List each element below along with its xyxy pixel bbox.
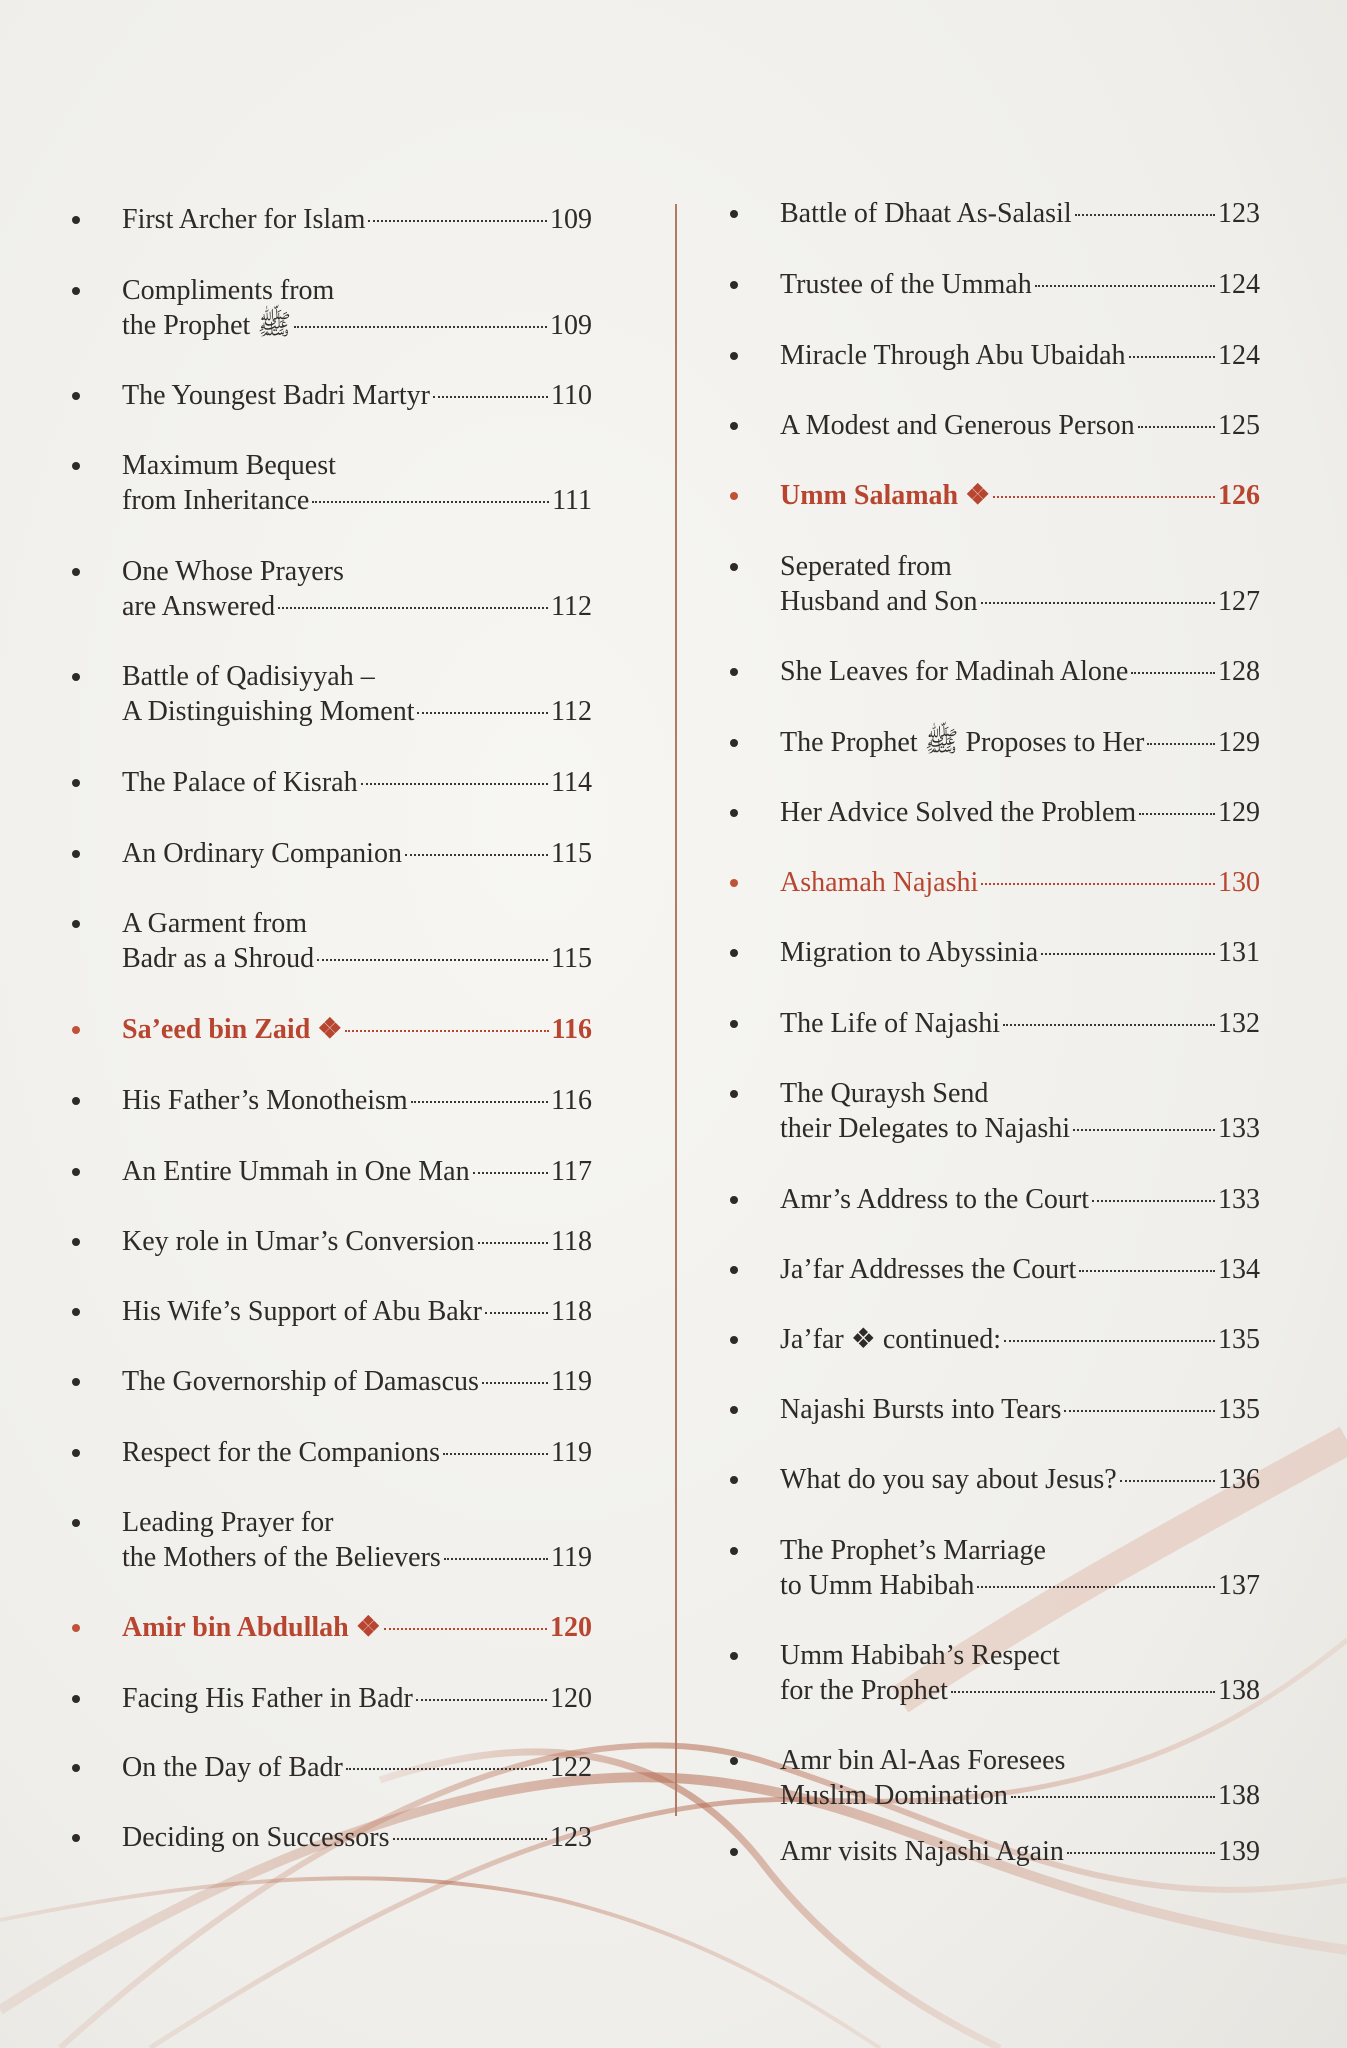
bullet-icon: [730, 1476, 738, 1484]
bullet-icon: [72, 1026, 80, 1034]
toc-entry: [72, 1610, 592, 1645]
toc-entry: [730, 1252, 1260, 1287]
toc-entry-title: A Distinguishing Moment: [122, 696, 415, 727]
dot-leader: [1120, 1479, 1215, 1482]
toc-entry-title-line: The Quraysh Send: [780, 1078, 989, 1109]
bullet-icon: [72, 1695, 80, 1703]
toc-entry: [730, 654, 1260, 689]
toc-entry-title: The Youngest Badri Martyr: [122, 380, 430, 411]
dot-leader: [384, 1627, 547, 1630]
toc-entry-title: What do you say about Jesus?: [780, 1464, 1117, 1495]
dot-leader: [312, 500, 549, 503]
dot-leader: [981, 882, 1215, 885]
dot-leader: [317, 958, 548, 961]
bullet-icon: [730, 809, 738, 817]
bullet-icon: [72, 1378, 80, 1386]
toc-entry-title-line: The Prophet’s Marriage: [780, 1535, 1046, 1566]
bullet-icon: [72, 287, 80, 295]
toc-entry: [730, 1462, 1260, 1497]
toc-entry: [72, 378, 592, 413]
bullet-icon: [730, 1547, 738, 1555]
toc-entry: [72, 1154, 592, 1189]
dot-leader: [433, 395, 548, 398]
toc-entry-title: Amir bin Abdullah ❖: [122, 1612, 381, 1643]
page-number: 125: [1218, 410, 1260, 441]
bullet-icon: [730, 1020, 738, 1028]
toc-entry: [72, 1364, 592, 1399]
dot-leader: [405, 853, 548, 856]
bullet-icon: [72, 850, 80, 858]
dot-leader: [473, 1171, 548, 1174]
dot-leader: [1075, 213, 1215, 216]
toc-entry-title: Facing His Father in Badr: [122, 1683, 413, 1714]
toc-entry-title: Key role in Umar’s Conversion: [122, 1226, 475, 1257]
bullet-icon: [72, 1097, 80, 1105]
page-number: 118: [551, 1226, 592, 1257]
dot-leader: [411, 1100, 548, 1103]
page-number: 130: [1218, 867, 1260, 898]
toc-entry: [730, 1182, 1260, 1217]
dot-leader: [1129, 355, 1215, 358]
page-number: 118: [551, 1296, 592, 1327]
toc-entry-title-line: A Garment from: [122, 908, 308, 939]
page-number: 120: [550, 1683, 592, 1714]
toc-entry-title: Badr as a Shroud: [122, 943, 315, 974]
bullet-icon: [72, 1519, 80, 1527]
toc-entry-title-line: Battle of Qadisiyyah –: [122, 661, 375, 692]
bullet-icon: [730, 352, 738, 360]
toc-entry: [730, 1006, 1260, 1041]
dot-leader: [1003, 1023, 1215, 1026]
toc-entry-title: Amr visits Najashi Again: [780, 1836, 1064, 1867]
toc-entry-title-line: One Whose Prayers: [122, 556, 344, 587]
page-number: 123: [550, 1822, 592, 1853]
toc-entry: [72, 659, 592, 729]
bullet-icon: [730, 563, 738, 571]
page-number: 120: [550, 1612, 592, 1643]
toc-entry-title-line: Amr bin Al-Aas Foresees: [780, 1745, 1066, 1776]
page-number: 129: [1218, 797, 1260, 828]
page-number: 138: [1218, 1675, 1260, 1706]
page-number: 127: [1218, 586, 1260, 617]
dot-leader: [1067, 1851, 1215, 1854]
dot-leader: [294, 325, 547, 328]
dot-leader: [1131, 671, 1215, 674]
toc-entry-title: Muslim Domination: [780, 1780, 1008, 1811]
toc-entry: [72, 1505, 592, 1575]
toc-entry-title-line: Umm Habibah’s Respect: [780, 1640, 1060, 1671]
toc-entry-title-line: Compliments from: [122, 275, 335, 306]
bullet-icon: [72, 920, 80, 928]
toc-entry-title: Ja’far ❖ continued:: [780, 1324, 1002, 1355]
bullet-icon: [730, 879, 738, 887]
page-number: 129: [1218, 727, 1260, 758]
page-number: 112: [551, 591, 592, 622]
toc-entry-title: Respect for the Companions: [122, 1437, 441, 1468]
bullet-icon: [730, 210, 738, 218]
toc-entry-title: A Modest and Generous Person: [780, 410, 1135, 441]
bullet-icon: [730, 1336, 738, 1344]
dot-leader: [278, 606, 548, 609]
dot-leader: [361, 782, 548, 785]
toc-entry-title: Amr’s Address to the Court: [780, 1184, 1090, 1215]
bullet-icon: [730, 1652, 738, 1660]
toc-entry-title: His Father’s Monotheism: [122, 1085, 408, 1116]
bullet-icon: [72, 216, 80, 224]
dot-leader: [416, 1698, 547, 1701]
page-number: 119: [551, 1366, 592, 1397]
dot-leader: [993, 495, 1215, 498]
page-number: 109: [550, 310, 592, 341]
toc-entry-title-line: Seperated from: [780, 551, 952, 582]
dot-leader: [1139, 812, 1215, 815]
toc-entry-title: Umm Salamah ❖: [780, 480, 991, 511]
dot-leader: [482, 1381, 548, 1384]
dot-leader: [1011, 1795, 1215, 1798]
dot-leader: [1073, 1128, 1215, 1131]
bullet-icon: [72, 1308, 80, 1316]
toc-entry-title: Deciding on Successors: [122, 1822, 390, 1853]
page-number: 134: [1218, 1254, 1260, 1285]
toc-entry-title: The Life of Najashi: [780, 1008, 1001, 1039]
toc-entry-title: Ja’far Addresses the Court: [780, 1254, 1077, 1285]
toc-entry: [730, 1834, 1260, 1869]
toc-entry-title: His Wife’s Support of Abu Bakr: [122, 1296, 483, 1327]
page-number: 135: [1218, 1394, 1260, 1425]
bullet-icon: [730, 1406, 738, 1414]
dot-leader: [444, 1557, 548, 1560]
page-number: 131: [1218, 937, 1260, 968]
page-number: 139: [1218, 1836, 1260, 1867]
toc-entry-title: Her Advice Solved the Problem: [780, 797, 1137, 828]
toc-entry: [730, 549, 1260, 619]
toc-entry: [72, 1435, 592, 1470]
toc-entry: [72, 1681, 592, 1716]
toc-entry: [72, 273, 592, 343]
toc-entry: [730, 1076, 1260, 1146]
toc-entry-title: Trustee of the Ummah: [780, 269, 1032, 300]
toc-entry-title: She Leaves for Madinah Alone: [780, 656, 1129, 687]
dot-leader: [478, 1241, 549, 1244]
page-number: 122: [550, 1752, 592, 1783]
toc-entry: [730, 935, 1260, 970]
page-number: 112: [551, 696, 592, 727]
dot-leader: [345, 1029, 548, 1032]
bullet-icon: [730, 1090, 738, 1098]
toc-entry-title: The Governorship of Damascus: [122, 1366, 479, 1397]
toc-entry: [72, 906, 592, 976]
page-number: 135: [1218, 1324, 1260, 1355]
page-number: 133: [1218, 1113, 1260, 1144]
page-number: 109: [550, 204, 592, 235]
toc-entry: [72, 1294, 592, 1329]
toc-entry: [730, 1533, 1260, 1603]
page-number: 119: [551, 1542, 592, 1573]
toc-entry: [730, 1322, 1260, 1357]
toc-entry-title: The Prophet ﷺ Proposes to Her: [780, 727, 1145, 758]
toc-entry: [72, 448, 592, 518]
dot-leader: [977, 1585, 1215, 1588]
bullet-icon: [72, 779, 80, 787]
dot-leader: [1064, 1409, 1215, 1412]
toc-entry-title: to Umm Habibah: [780, 1570, 975, 1601]
dot-leader: [1147, 742, 1215, 745]
toc-entry-title: Miracle Through Abu Ubaidah: [780, 340, 1126, 371]
dot-leader: [1138, 425, 1215, 428]
dot-leader: [346, 1767, 547, 1770]
toc-entry: [72, 554, 592, 624]
toc-entry: [730, 196, 1260, 231]
bullet-icon: [72, 1238, 80, 1246]
page-number: 128: [1218, 656, 1260, 687]
toc-entry-title: Battle of Dhaat As-Salasil: [780, 198, 1072, 229]
toc-entry-title: On the Day of Badr: [122, 1752, 343, 1783]
bullet-icon: [72, 673, 80, 681]
toc-entry: [72, 202, 592, 237]
toc-entry: [730, 865, 1260, 900]
page-number: 138: [1218, 1780, 1260, 1811]
page-number: 126: [1218, 480, 1260, 511]
bullet-icon: [730, 281, 738, 289]
toc-entry-title-line: Leading Prayer for: [122, 1507, 334, 1538]
dot-leader: [1041, 952, 1215, 955]
page-number: 115: [551, 943, 592, 974]
dot-leader: [443, 1452, 548, 1455]
dot-leader: [393, 1837, 547, 1840]
page-number: 124: [1218, 340, 1260, 371]
page-number: 124: [1218, 269, 1260, 300]
page-number: 123: [1218, 198, 1260, 229]
bullet-icon: [730, 668, 738, 676]
page-number: 116: [551, 1014, 592, 1045]
toc-entry: [72, 1820, 592, 1855]
toc-entry: [72, 765, 592, 800]
dot-leader: [368, 219, 547, 222]
toc-entry-title: the Mothers of the Believers: [122, 1542, 441, 1573]
toc-entry-title: their Delegates to Najashi: [780, 1113, 1071, 1144]
dot-leader: [1079, 1269, 1215, 1272]
dot-leader: [1035, 284, 1215, 287]
toc-entry-title: The Palace of Kisrah: [122, 767, 358, 798]
toc-entry: [730, 267, 1260, 302]
toc-entry: [72, 1750, 592, 1785]
dot-leader: [981, 601, 1215, 604]
bullet-icon: [730, 1196, 738, 1204]
toc-entry: [730, 1638, 1260, 1708]
bullet-icon: [730, 422, 738, 430]
toc-entry-title: Husband and Son: [780, 586, 978, 617]
bullet-icon: [730, 1266, 738, 1274]
page-number: 116: [551, 1085, 592, 1116]
bullet-icon: [72, 1168, 80, 1176]
toc-entry-title: Migration to Abyssinia: [780, 937, 1039, 968]
toc-entry: [730, 1392, 1260, 1427]
page-number: 114: [551, 767, 592, 798]
page-number: 110: [551, 380, 592, 411]
toc-entry-title: Ashamah Najashi: [780, 867, 979, 898]
toc-entry-title-line: Maximum Bequest: [122, 450, 336, 481]
bullet-icon: [72, 462, 80, 470]
bullet-icon: [72, 568, 80, 576]
toc-entry-title: for the Prophet: [780, 1675, 948, 1706]
bullet-icon: [72, 392, 80, 400]
toc-entry: [730, 478, 1260, 513]
toc-entry-title: are Answered: [122, 591, 276, 622]
toc-entry: [72, 1224, 592, 1259]
bullet-icon: [730, 949, 738, 957]
page-number: 117: [551, 1156, 592, 1187]
bullet-icon: [730, 1757, 738, 1765]
toc-entry-title: First Archer for Islam: [122, 204, 366, 235]
page-number: 136: [1218, 1464, 1260, 1495]
page-number: 111: [552, 485, 592, 516]
toc-entry: [730, 338, 1260, 373]
bullet-icon: [730, 739, 738, 747]
bullet-icon: [72, 1764, 80, 1772]
toc-entry: [72, 836, 592, 871]
toc-entry: [730, 795, 1260, 830]
page-number: 133: [1218, 1184, 1260, 1215]
toc-entry-title: An Ordinary Companion: [122, 838, 402, 869]
bullet-icon: [730, 1848, 738, 1856]
toc-entry: [72, 1083, 592, 1118]
bullet-icon: [72, 1834, 80, 1842]
toc-entry: [730, 725, 1260, 760]
toc-entry: [72, 1012, 592, 1047]
column-divider: [675, 204, 677, 1816]
dot-leader: [417, 711, 548, 714]
toc-entry: [730, 1743, 1260, 1813]
bullet-icon: [72, 1624, 80, 1632]
toc-entry-title: the Prophet ﷺ: [122, 310, 292, 341]
dot-leader: [485, 1311, 548, 1314]
toc-entry-title: Najashi Bursts into Tears: [780, 1394, 1062, 1425]
toc-entry: [730, 408, 1260, 443]
page-number: 132: [1218, 1008, 1260, 1039]
bullet-icon: [730, 492, 738, 500]
toc-entry-title: Sa’eed bin Zaid ❖: [122, 1014, 343, 1045]
page-number: 115: [551, 838, 592, 869]
bullet-icon: [72, 1449, 80, 1457]
page-number: 119: [551, 1437, 592, 1468]
dot-leader: [1004, 1339, 1215, 1342]
toc-entry-title: from Inheritance: [122, 485, 310, 516]
dot-leader: [951, 1690, 1215, 1693]
dot-leader: [1092, 1199, 1215, 1202]
toc-entry-title: An Entire Ummah in One Man: [122, 1156, 470, 1187]
page-number: 137: [1218, 1570, 1260, 1601]
